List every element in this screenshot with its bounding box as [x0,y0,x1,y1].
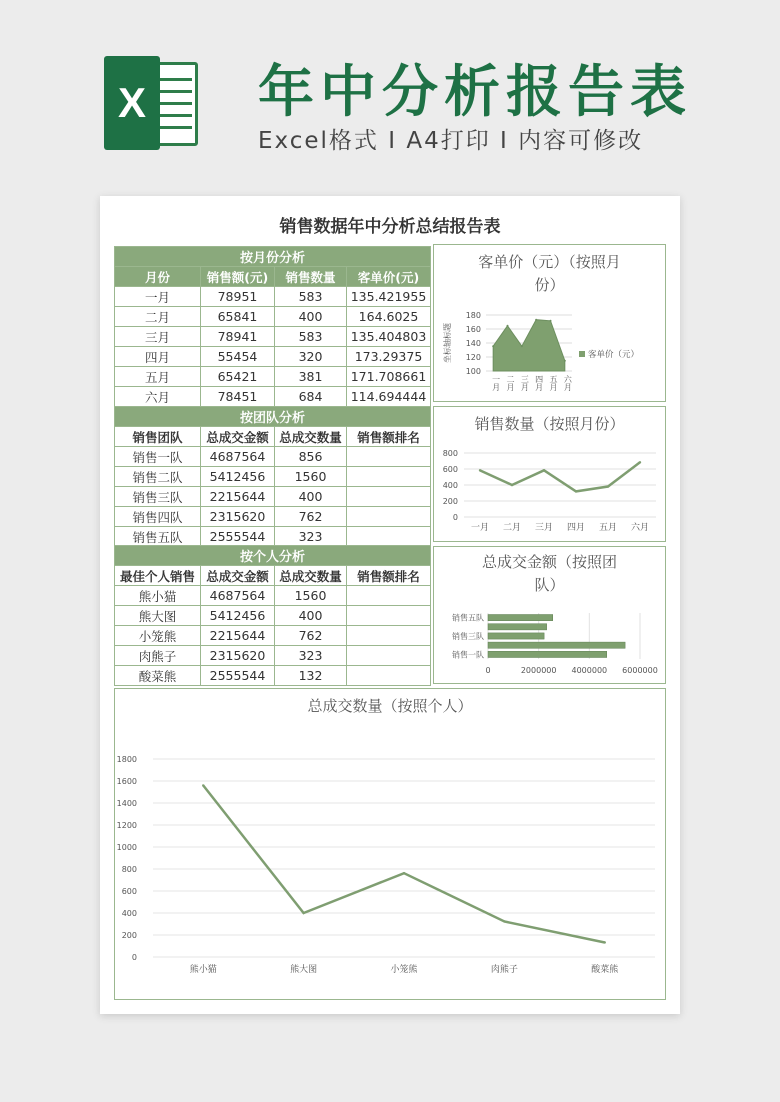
x-tick-label: 肉熊子 [490,965,518,975]
y-tick-label: 0 [452,513,458,522]
quantity-month-chart [433,406,666,542]
table-cell: 323 [275,646,347,666]
table-cell: 135.404803 [347,327,431,347]
x-tick-label: 4000000 [571,666,608,675]
bar [488,615,553,621]
excel-icon-letter: X [104,56,160,150]
table-cell: 4687564 [201,447,275,467]
table-cell [347,666,431,686]
table-cell: 65841 [201,307,275,327]
table-cell: 5412456 [201,467,275,487]
y-tick-label: 销售三队 [452,632,484,641]
table-row [115,467,431,487]
table-row [115,307,431,327]
table-cell: 五月 [115,367,201,387]
chart-title-line: 客单价（元）（按照月 [478,253,621,271]
x-tick-label: 2000000 [520,666,557,675]
y-tick-label: 600 [121,887,137,896]
x-tick-label: 一月 [491,375,501,391]
table-cell [347,626,431,646]
table-row [115,487,431,507]
table-cell: 销售五队 [115,527,201,547]
y-tick-label: 1200 [116,821,137,830]
data-point [607,485,609,487]
table-cell [347,487,431,507]
team-table [114,406,431,547]
x-tick-label: 熊小猫 [189,965,217,975]
table-cell [347,527,431,547]
section-header: 按团队分析 [115,407,431,427]
excel-icon-line [158,90,192,93]
x-tick-label: 三月 [520,375,530,391]
y-tick-label: 160 [465,325,481,334]
y-tick-label: 600 [442,465,458,474]
y-tick-label: 销售五队 [452,613,484,623]
data-point [639,461,641,463]
table-cell: 164.6025 [347,307,431,327]
table-cell: 114.694444 [347,387,431,407]
column-header: 销售额排名 [347,427,431,447]
person-table [114,545,431,686]
area-series [493,320,565,371]
table-cell: 381 [275,367,347,387]
table-cell: 400 [275,487,347,507]
data-point [564,360,566,362]
table-row [115,327,431,347]
table-cell: 熊大图 [115,606,201,626]
y-tick-label: 140 [465,339,481,348]
table-cell [347,646,431,666]
x-tick-label: 五月 [598,523,618,533]
table-row [115,287,431,307]
x-tick-label: 二月 [506,375,515,391]
table-cell: 四月 [115,347,201,367]
table-cell: 二月 [115,307,201,327]
y-tick-label: 1400 [116,799,137,808]
chart-title: 销售数量（按照月份） [474,415,625,433]
table-cell: 78951 [201,287,275,307]
table-cell: 熊小猫 [115,586,201,606]
table-row [115,646,431,666]
x-tick-label: 三月 [534,523,554,533]
report-sheet [100,196,680,1014]
bar [488,642,625,648]
y-tick-label: 1600 [116,777,137,786]
x-tick-label: 酸菜熊 [591,965,619,975]
x-tick-label: 四月 [534,375,544,391]
table-cell: 5412456 [201,606,275,626]
column-header: 销售额(元) [201,267,275,287]
data-point [535,319,537,321]
bar-chart-svg [434,547,667,685]
data-point [302,912,304,914]
section-header: 按月份分析 [115,247,431,267]
table-cell: 2315620 [201,507,275,527]
column-header: 总成交数量 [275,427,347,447]
table-cell: 684 [275,387,347,407]
table-cell: 销售三队 [115,487,201,507]
table-cell: 762 [275,626,347,646]
quantity-person-chart [114,688,666,1000]
table-cell: 583 [275,287,347,307]
page-title: 年中分析报告表 [258,60,692,125]
table-cell: 132 [275,666,347,686]
table-cell [347,447,431,467]
table-cell: 320 [275,347,347,367]
table-cell: 肉熊子 [115,646,201,666]
x-tick-label: 6000000 [622,666,658,675]
legend-label: 客单价（元） [588,350,640,360]
column-header: 销售团队 [115,427,201,447]
table-cell: 一月 [115,287,201,307]
table-cell: 销售四队 [115,507,201,527]
column-header: 月份 [115,267,201,287]
table-row [115,507,431,527]
y-tick-label: 800 [121,865,137,874]
y-tick-label: 200 [442,497,458,506]
x-tick-label: 0 [485,666,491,675]
table-cell: 78451 [201,387,275,407]
table-cell: 2215644 [201,487,275,507]
table-row [115,626,431,646]
data-point [492,345,494,347]
chart-title-line: 份） [534,276,565,294]
table-cell: 762 [275,507,347,527]
table-row [115,367,431,387]
table-cell: 400 [275,307,347,327]
table-cell [347,467,431,487]
x-tick-label: 六月 [630,523,650,533]
column-header: 总成交金额 [201,427,275,447]
excel-icon-line [158,114,192,117]
table-cell [347,606,431,626]
table-cell: 销售二队 [115,467,201,487]
table-row [115,447,431,467]
excel-icon-line [158,126,192,129]
chart-title: 总成交数量（按照个人） [307,697,473,715]
data-point [550,320,552,322]
table-cell [347,507,431,527]
table-cell [347,586,431,606]
data-point [604,941,606,943]
y-tick-label: 0 [131,953,137,962]
chart-title-line: 队） [534,576,565,594]
bar [488,633,544,639]
monthly-table [114,246,431,407]
table-cell: 135.421955 [347,287,431,307]
x-tick-label: 四月 [566,523,586,533]
sheet-title: 销售数据年中分析总结报告表 [279,217,501,237]
data-point [543,469,545,471]
line-series [203,785,605,942]
data-point [575,490,577,492]
y-tick-label: 120 [465,353,481,362]
excel-icon [104,56,198,150]
y-tick-label: 100 [465,367,481,376]
y-tick-label: 销售一队 [452,650,484,660]
y-tick-label: 400 [121,909,137,918]
column-header: 销售额排名 [347,566,431,586]
line-chart-svg [434,407,667,543]
table-row [115,387,431,407]
x-tick-label: 六月 [563,375,573,391]
bar [488,624,547,630]
table-cell: 65421 [201,367,275,387]
y-axis-title: 坐标轴标题 [443,323,452,363]
table-row [115,527,431,547]
table-cell: 583 [275,327,347,347]
y-tick-label: 200 [121,931,137,940]
table-cell: 400 [275,606,347,626]
table-cell: 2315620 [201,646,275,666]
data-point [479,469,481,471]
y-tick-label: 1800 [116,755,137,764]
team-amount-chart [433,546,666,684]
table-row [115,347,431,367]
y-tick-label: 180 [465,311,481,320]
table-cell: 171.708661 [347,367,431,387]
table-cell: 2555544 [201,666,275,686]
page-subtitle: Excel格式 I A4打印 I 内容可修改 [258,128,644,154]
table-cell: 4687564 [201,586,275,606]
table-cell: 55454 [201,347,275,367]
table-row [115,606,431,626]
column-header: 总成交金额 [201,566,275,586]
x-tick-label: 熊大图 [290,965,318,975]
unit-price-chart [433,244,666,402]
line-series [480,462,640,491]
table-cell: 173.29375 [347,347,431,367]
table-cell: 销售一队 [115,447,201,467]
legend-swatch [579,351,585,357]
table-cell: 六月 [115,387,201,407]
table-cell: 2215644 [201,626,275,646]
column-header: 销售数量 [275,267,347,287]
data-point [507,325,509,327]
column-header: 最佳个人销售 [115,566,201,586]
table-cell: 323 [275,527,347,547]
excel-icon-line [158,78,192,81]
section-header: 按个人分析 [115,546,431,566]
excel-icon-line [158,102,192,105]
table-cell: 三月 [115,327,201,347]
bar [488,651,607,657]
table-cell: 2555544 [201,527,275,547]
table-cell: 78941 [201,327,275,347]
y-tick-label: 1000 [116,843,137,852]
table-cell: 酸菜熊 [115,666,201,686]
data-point [521,345,523,347]
y-tick-label: 800 [442,449,458,458]
chart-title-line: 总成交金额（按照团 [481,553,617,571]
column-header: 总成交数量 [275,566,347,586]
x-tick-label: 五月 [549,375,558,391]
big-line-chart-svg [115,689,667,1001]
x-tick-label: 二月 [502,523,522,533]
table-row [115,666,431,686]
data-point [403,872,405,874]
y-tick-label: 400 [442,481,458,490]
table-row [115,586,431,606]
x-tick-label: 小笼熊 [390,965,418,975]
column-header: 客单价(元) [347,267,431,287]
table-cell: 1560 [275,586,347,606]
x-tick-label: 一月 [470,523,490,533]
table-cell: 856 [275,447,347,467]
data-point [202,784,204,786]
table-cell: 1560 [275,467,347,487]
data-point [503,920,505,922]
table-cell: 小笼熊 [115,626,201,646]
data-point [511,484,513,486]
area-chart-svg [434,245,667,403]
